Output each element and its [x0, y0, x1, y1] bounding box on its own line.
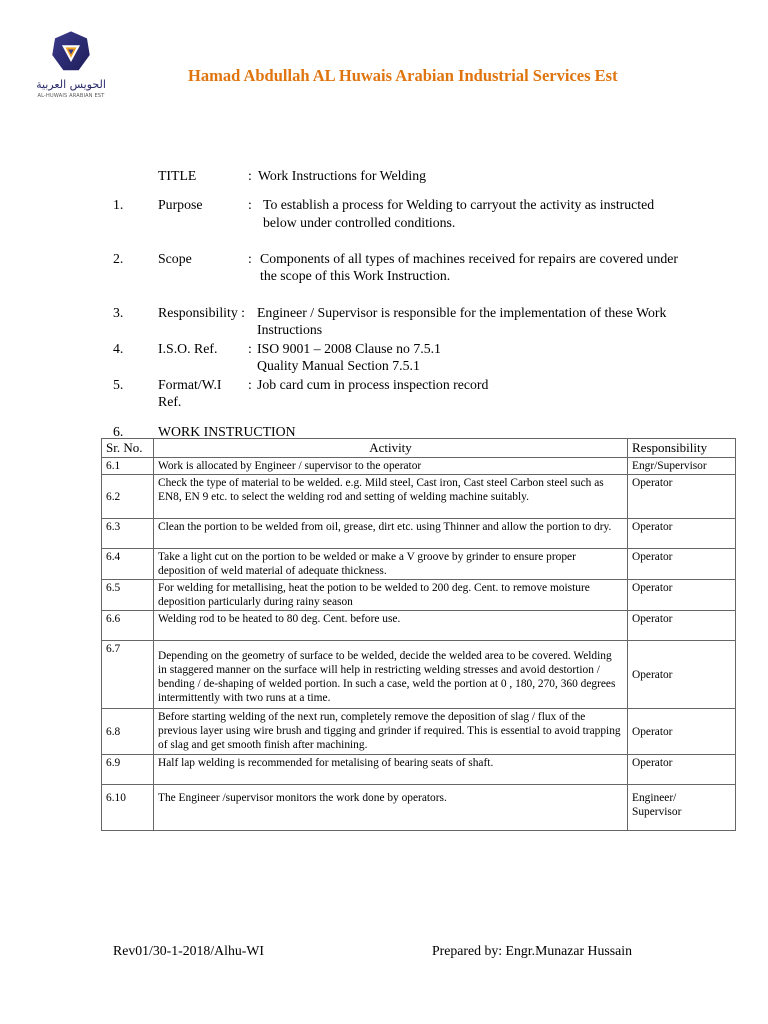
row-number: 6.3 — [102, 519, 154, 549]
row-activity: For welding for metallising, heat the potion to be welded to 200 deg. Cent. to remove moisture deposition particularly during rainy season — [154, 580, 628, 611]
row-number: 6.8 — [102, 709, 154, 755]
row-responsibility — [628, 785, 736, 831]
item-number: 1. — [113, 197, 124, 212]
row-number: 6.4 — [102, 549, 154, 580]
company-logo-icon — [30, 30, 112, 80]
section-number: 6. — [113, 424, 124, 439]
item-number: 2. — [113, 251, 124, 266]
table-row — [102, 785, 736, 831]
iso-ref-label: I.S.O. Ref. — [158, 341, 218, 356]
row-responsibility: Operator — [628, 475, 736, 519]
header-sr-no: Sr. No. — [102, 439, 154, 458]
row-activity: Clean the portion to be welded from oil, grease, dirt etc. using Thinner and allow the portion to dry. — [154, 519, 628, 549]
colon: : — [248, 168, 252, 183]
row-number: 6.5 — [102, 580, 154, 611]
row-responsibility: Operator — [628, 519, 736, 549]
row-number: 6.2 — [102, 475, 154, 519]
row-activity: Half lap welding is recommended for metalising of bearing seats of shaft. — [154, 755, 628, 785]
row-responsibility: Operator — [628, 611, 736, 641]
row-responsibility: Engr/Supervisor — [628, 458, 736, 475]
row-activity: Work is allocated by Engineer / supervisor to the operator — [154, 458, 628, 475]
table-header-row — [102, 439, 736, 458]
row-activity: Before starting welding of the next run, completely remove the deposition of slag / flux of the previous layer using wire brush and tigging and grinder if required. This is essential to avoid trapping of slag and get smooth finish after machining. — [154, 709, 628, 755]
logo-english-text: AL-HUWAIS ARABIAN EST — [37, 93, 105, 99]
purpose-line-2: below under controlled conditions. — [263, 215, 456, 230]
format-label-line-2: Ref. — [158, 394, 182, 409]
section-title: WORK INSTRUCTION — [158, 424, 296, 439]
row-activity: Take a light cut on the portion to be welded or make a V groove by grinder to ensure proper deposition of weld material of adequate thickness. — [154, 549, 628, 580]
table-row — [102, 641, 736, 709]
prepared-by-text: Prepared by: Engr.Munazar Hussain — [432, 943, 633, 958]
colon: : — [248, 341, 252, 356]
iso-ref-line-2: Quality Manual Section 7.5.1 — [257, 358, 420, 373]
colon: : — [248, 251, 252, 266]
row-number: 6.10 — [102, 785, 154, 831]
table-row — [102, 519, 736, 549]
row-activity: Depending on the geometry of surface to be welded, decide the welded area to be covered. Welding in staggered manner on the surface will help in restricting welding stresses and avoid destortion / bending / de-shaping of welded portion. In such a case, weld the portion at 0 , 180, 270, 360 degrees intermittently with two runs at a time. — [154, 641, 628, 709]
responsibility-label: Responsibility : — [158, 305, 246, 320]
responsibility-line-1: Engineer/ — [632, 792, 677, 804]
scope-line-1: Components of all types of machines received for repairs are covered under — [260, 251, 678, 266]
colon: : — [248, 197, 252, 212]
responsibility-line-2: Instructions — [257, 322, 323, 337]
table-row — [102, 580, 736, 611]
purpose-label: Purpose — [158, 197, 203, 212]
row-number: 6.1 — [102, 458, 154, 475]
responsibility-line-1: Engineer / Supervisor is responsible for the implementation of these Work — [257, 305, 667, 320]
item-number: 3. — [113, 305, 124, 320]
row-responsibility: Operator — [628, 580, 736, 611]
row-responsibility: Operator — [628, 755, 736, 785]
row-activity: Welding rod to be heated to 80 deg. Cent. before use. — [154, 611, 628, 641]
table-row — [102, 549, 736, 580]
header-responsibility: Responsibility — [628, 439, 736, 458]
item-number: 5. — [113, 377, 124, 392]
header-activity: Activity — [154, 439, 628, 458]
scope-label: Scope — [158, 251, 192, 266]
row-number: 6.9 — [102, 755, 154, 785]
row-responsibility: Operator — [628, 549, 736, 580]
table-row — [102, 709, 736, 755]
row-activity: The Engineer /supervisor monitors the work done by operators. — [154, 785, 628, 831]
purpose-line-1: To establish a process for Welding to carryout the activity as instructed — [263, 197, 655, 212]
format-label-line-1: Format/W.I — [158, 377, 222, 392]
title-value: Work Instructions for Welding — [258, 168, 427, 183]
table-row — [102, 458, 736, 475]
table-row — [102, 611, 736, 641]
logo-arabic-text: الحويس العربية — [36, 78, 106, 91]
item-number: 4. — [113, 341, 124, 356]
revision-text: Rev01/30-1-2018/Alhu-WI — [113, 943, 264, 958]
format-value: Job card cum in process inspection record — [257, 377, 489, 392]
row-number: 6.6 — [102, 611, 154, 641]
row-responsibility: Operator — [628, 709, 736, 755]
colon: : — [248, 377, 252, 392]
row-responsibility: Operator — [628, 641, 736, 709]
table-row — [102, 755, 736, 785]
row-activity: Check the type of material to be welded. e.g. Mild steel, Cast iron, Cast steel Carbon steel such as EN8, EN 9 etc. to select the welding rod and setting of welding machine suitably. — [154, 475, 628, 519]
scope-line-2: the scope of this Work Instruction. — [260, 268, 451, 283]
responsibility-line-2: Supervisor — [632, 806, 682, 818]
iso-ref-line-1: ISO 9001 – 2008 Clause no 7.5.1 — [257, 341, 441, 356]
row-number: 6.7 — [102, 641, 154, 709]
work-instruction-table — [101, 438, 736, 831]
company-name: Hamad Abdullah AL Huwais Arabian Industrial Services Est — [188, 66, 618, 85]
table-row — [102, 475, 736, 519]
title-label: TITLE — [158, 168, 197, 183]
